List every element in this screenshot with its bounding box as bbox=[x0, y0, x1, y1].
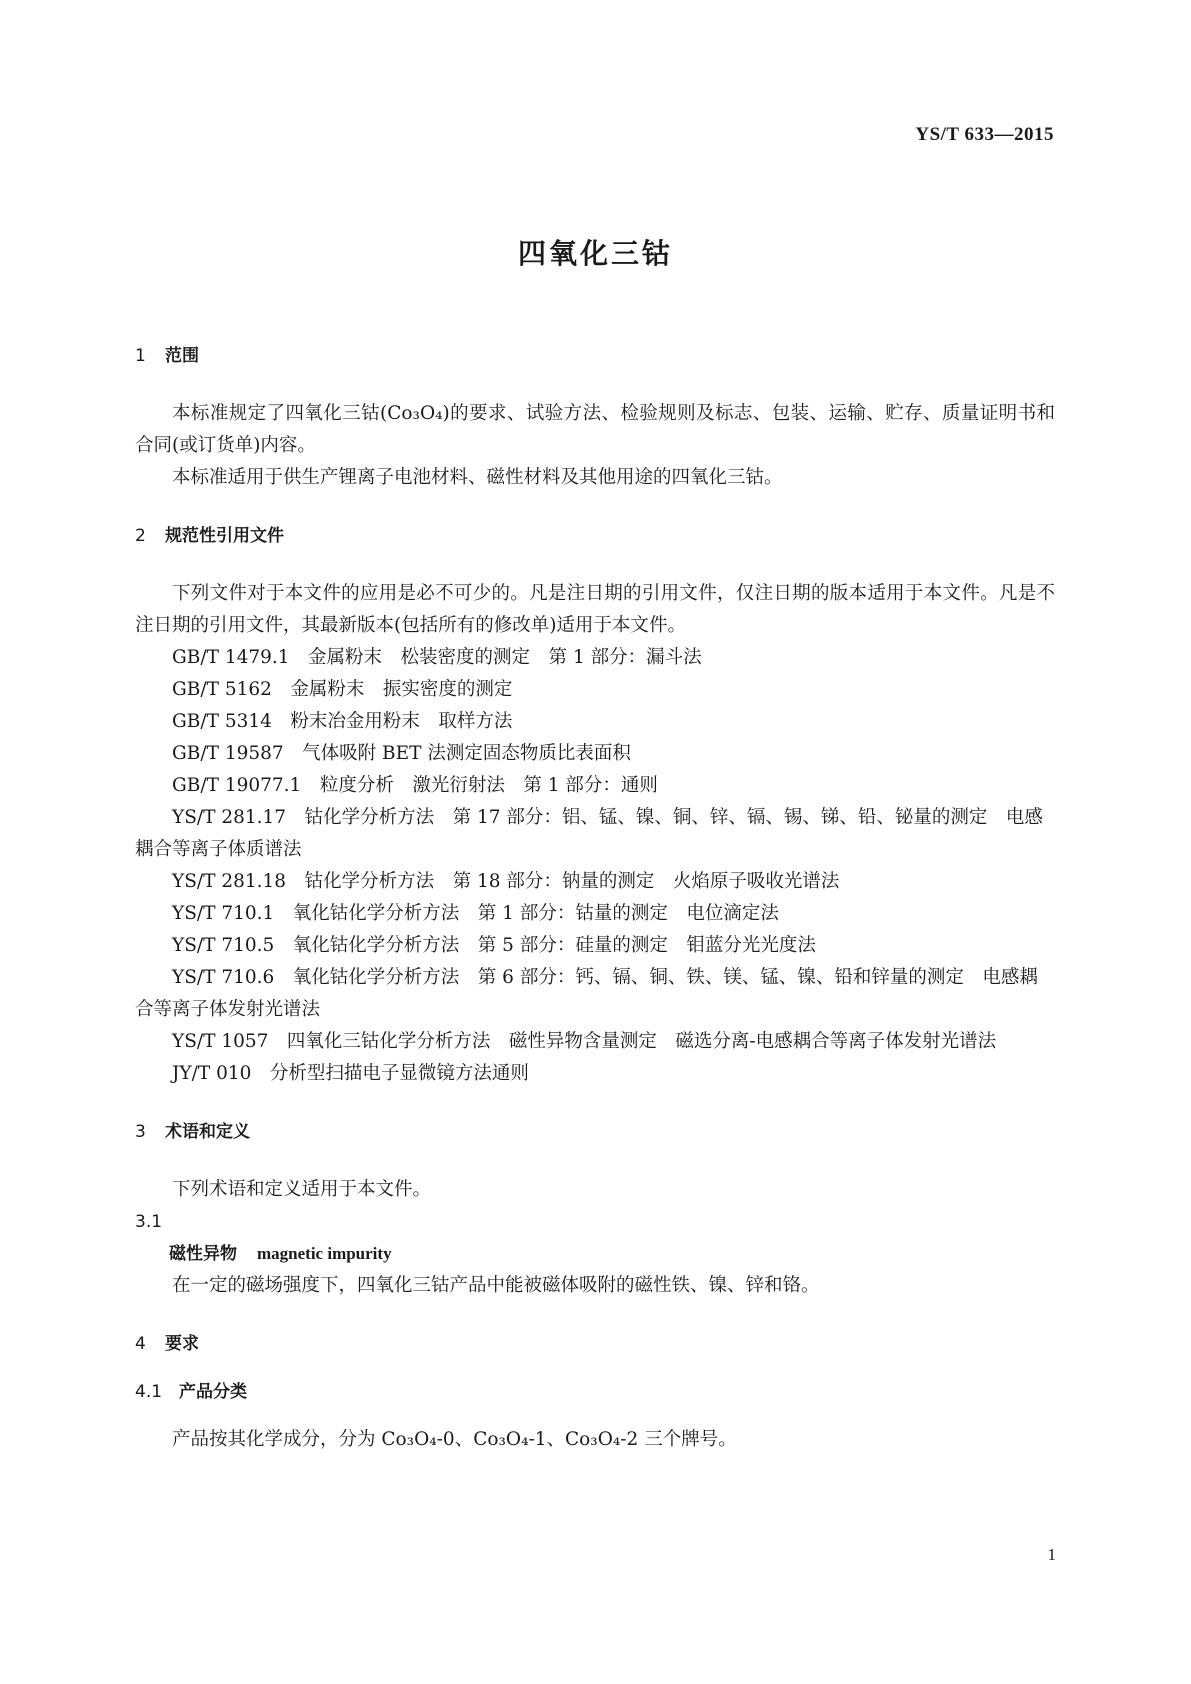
section-title: 术语和定义 bbox=[165, 1122, 250, 1142]
reference-item: YS/T 710.6 氧化钴化学分析方法 第 6 部分：钙、镉、铜、铁、镁、锰、镍、铅和锌量的测定 电感耦合等离子体发射光谱法 bbox=[135, 967, 1038, 1020]
reference-item: YS/T 710.1 氧化钴化学分析方法 第 1 部分：钴量的测定 电位滴定法 bbox=[172, 903, 779, 924]
reference-item: GB/T 5314 粉末冶金用粉末 取样方法 bbox=[172, 711, 513, 732]
term-chinese: 磁性异物 bbox=[169, 1244, 237, 1264]
reference-item: GB/T 19077.1 粒度分析 激光衍射法 第 1 部分：通则 bbox=[172, 775, 658, 796]
section-2-intro: 下列文件对于本文件的应用是必不可少的。凡是注日期的引用文件，仅注日期的版本适用于本文件。凡是不注日期的引用文件，其最新版本(包括所有的修改单)适用于本文件。 bbox=[135, 583, 1055, 636]
reference-item: YS/T 281.18 钴化学分析方法 第 18 部分：钠量的测定 火焰原子吸收光谱法 bbox=[172, 871, 840, 892]
section-4-paragraph: 产品按其化学成分，分为 Co₃O₄-0、Co₃O₄-1、Co₃O₄-2 三个牌号。 bbox=[172, 1429, 737, 1450]
section-number: 4 bbox=[135, 1334, 146, 1354]
standard-code: YS/T 633—2015 bbox=[915, 124, 1054, 145]
section-2-heading bbox=[135, 520, 1055, 552]
section-3-intro: 下列术语和定义适用于本文件。 bbox=[172, 1179, 432, 1200]
section-number: 2 bbox=[135, 526, 146, 546]
section-3-heading bbox=[135, 1116, 1055, 1148]
term-english: magnetic impurity bbox=[257, 1244, 392, 1263]
reference-item: YS/T 281.17 钴化学分析方法 第 17 部分：铝、锰、镍、铜、锌、镉、锡、锑、铅、铋量的测定 电感耦合等离子体质谱法 bbox=[135, 807, 1043, 860]
subsection-4-1-heading bbox=[135, 1376, 1055, 1408]
section-1-heading bbox=[135, 340, 1055, 372]
reference-item: JY/T 010 分析型扫描电子显微镜方法通则 bbox=[172, 1063, 529, 1084]
reference-item: GB/T 19587 气体吸附 BET 法测定固态物质比表面积 bbox=[172, 743, 631, 764]
section-title: 要求 bbox=[165, 1334, 199, 1354]
reference-item: YS/T 1057 四氧化三钴化学分析方法 磁性异物含量测定 磁选分离-电感耦合等离子体发射光谱法 bbox=[172, 1031, 997, 1052]
section-1-paragraph-1: 本标准规定了四氧化三钴(Co₃O₄)的要求、试验方法、检验规则及标志、包装、运输、贮存、质量证明书和合同(或订货单)内容。 bbox=[135, 403, 1055, 456]
reference-item: GB/T 5162 金属粉末 振实密度的测定 bbox=[172, 679, 513, 700]
section-number: 1 bbox=[135, 346, 146, 366]
term-definition: 在一定的磁场强度下，四氧化三钴产品中能被磁体吸附的磁性铁、镍、锌和铬。 bbox=[172, 1275, 820, 1296]
page-number: 1 bbox=[1047, 1545, 1056, 1564]
section-number: 3 bbox=[135, 1122, 146, 1142]
section-title: 规范性引用文件 bbox=[165, 526, 284, 546]
subsection-title: 产品分类 bbox=[179, 1382, 247, 1402]
term-name bbox=[135, 1238, 1055, 1270]
reference-item: YS/T 710.5 氧化钴化学分析方法 第 5 部分：硅量的测定 钼蓝分光光度法 bbox=[172, 935, 816, 956]
document-body bbox=[135, 340, 1055, 1456]
subsection-number: 4.1 bbox=[135, 1382, 163, 1402]
document-title: 四氧化三钴 bbox=[517, 237, 673, 270]
term-number: 3.1 bbox=[135, 1212, 163, 1232]
section-4-heading bbox=[135, 1328, 1055, 1360]
section-title: 范围 bbox=[165, 346, 199, 366]
reference-item: GB/T 1479.1 金属粉末 松装密度的测定 第 1 部分：漏斗法 bbox=[172, 647, 702, 668]
section-1-paragraph-2: 本标准适用于供生产锂离子电池材料、磁性材料及其他用途的四氧化三钴。 bbox=[172, 467, 783, 488]
